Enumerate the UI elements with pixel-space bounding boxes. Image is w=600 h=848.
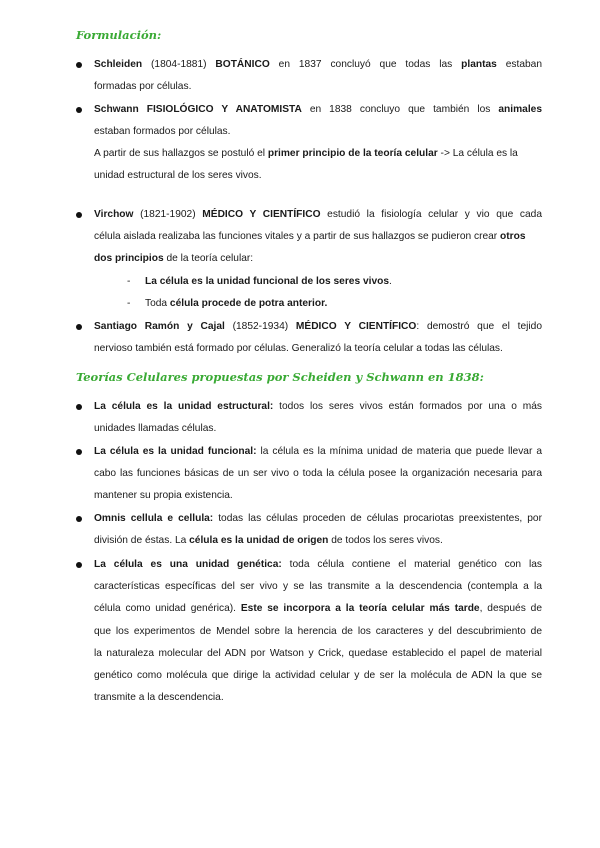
schleiden-line-2: formadas por células. <box>94 81 192 92</box>
section-heading-teorias-celulares: Teorías Celulares propuestas por Scheiden y Schwann en 1838: <box>76 370 484 384</box>
schwann-line-3: A partir de sus hallazgos se postuló el primer principio de la teoría celular -> La célula es la <box>94 148 518 159</box>
omnis-line-2: división de éstas. La célula es la unidad de origen de todos los seres vivos. <box>94 535 443 546</box>
virchow-line-1: Virchow (1821-1902) MÉDICO Y CIENTÍFICO estudió la fisiología celular y vio que cada <box>94 209 542 220</box>
genetica-line-4: que los experimentos de Mendel sobre la herencia de los caracteres y del descubrimiento de <box>94 626 542 637</box>
schwann-line-2: estaban formados por células. <box>94 126 231 137</box>
section-heading-formulacion: Formulación: <box>76 28 162 42</box>
virchow-sub-item-2: Toda célula procede de potra anterior. <box>145 298 328 309</box>
sub-item-dash-1: - <box>127 276 131 287</box>
bullet-unidad-estructural <box>76 404 82 410</box>
cajal-line-1: Santiago Ramón y Cajal (1852-1934) MÉDICO Y CIENTÍFICO: demostró que el tejido <box>94 321 542 332</box>
estructural-line-2: unidades llamadas células. <box>94 423 217 434</box>
genetica-line-2: características específicas del ser vivo y se las transmite a la descendencia (contempla a la <box>94 581 542 592</box>
bullet-unidad-funcional <box>76 449 82 455</box>
virchow-line-2: célula aislada realizaba las funciones vitales y a partir de sus hallazgos se pudieron crear otros <box>94 231 526 242</box>
genetica-line-6: genético como molécula que dirige la actividad celular y de ser la molécula de ADN la que se <box>94 670 542 681</box>
estructural-line-1: La célula es la unidad estructural: todos los seres vivos están formados por una o más <box>94 401 542 412</box>
virchow-sub-item-1: La célula es la unidad funcional de los seres vivos. <box>145 276 392 287</box>
schwann-line-1: Schwann FISIOLÓGICO Y ANATOMISTA en 1838 concluyo que también los animales <box>94 104 542 115</box>
bullet-cajal <box>76 324 82 330</box>
bullet-omnis-cellula <box>76 516 82 522</box>
schwann-line-4: unidad estructural de los seres vivos. <box>94 170 262 181</box>
genetica-line-7: transmite a la descendencia. <box>94 692 224 703</box>
bullet-schwann <box>76 107 82 113</box>
funcional-line-2: cabo las funciones básicas de un ser vivo o toda la célula posee la organización necesaria para <box>94 468 542 479</box>
virchow-line-3: dos principios de la teoría celular: <box>94 253 254 264</box>
sub-item-dash-2: - <box>127 298 131 309</box>
bullet-unidad-genetica <box>76 562 82 568</box>
funcional-line-3: mantener su propia existencia. <box>94 490 233 501</box>
schleiden-line-1: Schleiden (1804-1881) BOTÁNICO en 1837 concluyó que todas las plantas estaban <box>94 59 542 70</box>
genetica-line-1: La célula es una unidad genética: toda célula contiene el material genético con las <box>94 559 542 570</box>
bullet-schleiden <box>76 62 82 68</box>
omnis-line-1: Omnis cellula e cellula: todas las células proceden de células procariotas preexistentes, por <box>94 513 542 524</box>
genetica-line-5: la naturaleza molecular del ADN por Watson y Crick, quedase establecido el papel de material <box>94 648 542 659</box>
funcional-line-1: La célula es la unidad funcional: la célula es la mínima unidad de materia que puede llevar a <box>94 446 542 457</box>
bullet-virchow <box>76 212 82 218</box>
genetica-line-3: célula como unidad genérica). Este se incorpora a la teoría celular más tarde, después de <box>94 603 543 614</box>
cajal-line-2: nervioso también está formado por células. Generalizó la teoría celular a todas las células. <box>94 343 503 354</box>
